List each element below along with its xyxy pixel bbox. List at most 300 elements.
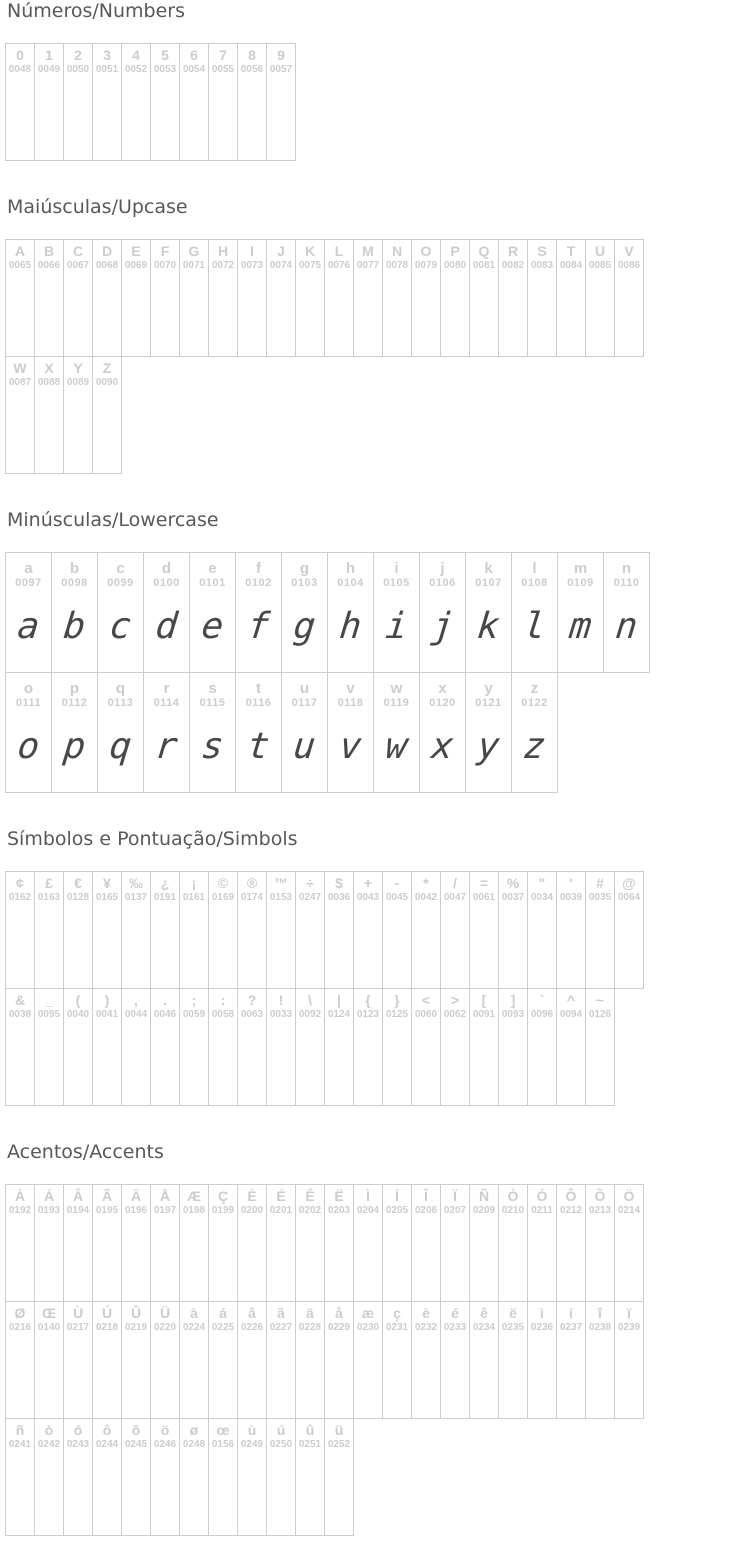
char-cell [6,872,35,989]
char-code: 0228 [298,1322,322,1333]
char-code: 0076 [327,260,351,271]
char-code: 0075 [298,260,322,271]
char-code: 0110 [613,577,640,589]
char-code: 0111 [15,697,42,709]
char-cell [236,673,282,793]
charmap-row [6,1419,354,1536]
char-label: 0 [16,47,24,63]
char-label: O [420,243,432,259]
char-cell [190,673,236,793]
char-code: 0119 [383,697,410,709]
char-cell [64,357,93,474]
char-cell [35,1302,64,1419]
char-code: 0097 [15,577,42,589]
char-code: 0060 [414,1009,438,1020]
char-code: 0083 [530,260,554,271]
char-cell [180,1302,209,1419]
char-label: ñ [15,1422,25,1438]
char-code: 0246 [153,1439,177,1450]
char-code: 0069 [124,260,148,271]
char-label: Ò [507,1188,519,1204]
char-glyph-preview: k [475,606,502,647]
char-code: 0034 [530,892,554,903]
char-cell [190,553,236,673]
char-cell [383,1185,412,1302]
char-label: ò [44,1422,54,1438]
char-code: 0056 [240,64,264,75]
char-code: 0202 [298,1205,322,1216]
char-label: R [507,243,519,259]
char-label: G [188,243,200,259]
char-label: Ì [366,1188,370,1204]
char-cell [586,1302,615,1419]
section-rows [5,552,730,793]
char-label: _ [45,992,53,1008]
char-code: 0195 [95,1205,119,1216]
char-glyph-preview: h [337,606,364,647]
char-code: 0237 [559,1322,583,1333]
char-cell [93,44,122,161]
char-label: œ [216,1422,230,1438]
char-code: 0122 [521,697,548,709]
char-cell [441,240,470,357]
char-code: 0114 [153,697,180,709]
char-label: Q [478,243,490,259]
char-label: ¥ [103,875,111,891]
char-cell [615,240,644,357]
char-label: X [44,360,54,376]
charmap-table [5,552,650,673]
char-code: 0062 [443,1009,467,1020]
char-code: 0243 [66,1439,90,1450]
char-glyph-preview: y [475,726,502,767]
char-label: * [423,875,429,891]
char-label: $ [335,875,343,891]
char-cell [122,1185,151,1302]
char-label: > [450,992,460,1008]
char-label: T [566,243,576,259]
char-label: g [299,560,310,577]
char-cell [267,44,296,161]
char-code: 0116 [245,697,272,709]
char-code: 0066 [37,260,61,271]
char-label: Û [130,1305,142,1321]
char-label: B [43,243,55,259]
char-code: 0229 [327,1322,351,1333]
char-cell [354,872,383,989]
char-code: 0058 [211,1009,235,1020]
char-label: & [14,992,26,1008]
char-glyph-preview: s [199,726,226,767]
char-cell [412,872,441,989]
char-label: À [14,1188,26,1204]
char-code: 0140 [37,1322,61,1333]
char-cell [512,553,558,673]
char-code: 0123 [356,1009,380,1020]
char-label: ® [246,875,258,891]
char-label: , [134,992,138,1008]
char-glyph-preview: c [107,606,134,647]
char-label: S [537,243,547,259]
char-label: p [69,680,80,697]
char-label: / [453,875,457,891]
char-label: % [506,875,520,891]
char-code: 0061 [472,892,496,903]
charmap-table [5,988,615,1106]
char-code: 0082 [501,260,525,271]
char-cell [528,872,557,989]
char-cell [6,240,35,357]
char-cell [615,872,644,989]
char-label: F [160,243,170,259]
char-code: 0251 [298,1439,322,1450]
char-cell [93,357,122,474]
char-code: 0073 [240,260,264,271]
charmap-table [5,1184,644,1302]
char-cell [615,1302,644,1419]
char-glyph-preview: j [429,606,456,647]
char-code: 0196 [124,1205,148,1216]
char-code: 0102 [245,577,272,589]
char-label: 6 [190,47,198,63]
charmap-row [6,872,644,989]
char-label: Z [102,360,112,376]
char-label: î [598,1305,602,1321]
char-code: 0234 [472,1322,496,1333]
char-cell [470,989,499,1106]
char-label: ø [189,1422,199,1438]
char-code: 0052 [124,64,148,75]
char-code: 0049 [37,64,61,75]
char-cell [122,240,151,357]
char-cell [470,1185,499,1302]
section-title: Acentos/Accents [7,1141,164,1163]
char-label: í [569,1305,573,1321]
char-cell [328,553,374,673]
char-label: 3 [103,47,111,63]
char-cell [604,553,650,673]
char-label: e [208,560,217,577]
char-cell [64,872,93,989]
char-code: 0200 [240,1205,264,1216]
char-glyph-preview: r [153,726,180,767]
char-code: 0191 [153,892,177,903]
char-cell [122,1419,151,1536]
char-label: È [247,1188,257,1204]
char-cell [325,989,354,1106]
char-cell [296,872,325,989]
char-code: 0100 [153,577,180,589]
char-code: 0089 [66,377,90,388]
char-cell [499,1185,528,1302]
char-cell [383,989,412,1106]
char-label: ö [160,1422,170,1438]
char-cell [209,1419,238,1536]
char-code: 0124 [327,1009,351,1020]
char-code: 0156 [211,1439,235,1450]
char-label: w [390,680,403,697]
char-label: H [217,243,229,259]
char-label: 8 [248,47,256,63]
char-cell [151,240,180,357]
char-cell [122,44,151,161]
char-cell [238,240,267,357]
char-label: Ö [623,1188,635,1204]
char-cell [586,872,615,989]
char-label: Á [43,1188,55,1204]
char-code: 0125 [385,1009,409,1020]
char-glyph-preview: a [15,606,42,647]
char-label: ì [540,1305,544,1321]
char-code: 0065 [8,260,32,271]
char-code: 0217 [66,1322,90,1333]
char-cell [35,44,64,161]
char-cell [267,240,296,357]
char-label: Ê [305,1188,315,1204]
charmap-table [5,43,296,161]
char-cell [144,553,190,673]
char-code: 0045 [385,892,409,903]
char-code: 0209 [472,1205,496,1216]
char-glyph-preview: q [107,726,134,767]
char-cell [441,1185,470,1302]
char-label: v [346,680,355,697]
char-label: ) [104,992,110,1008]
char-code: 0153 [269,892,293,903]
char-code: 0207 [443,1205,467,1216]
char-cell [180,1419,209,1536]
char-cell [441,989,470,1106]
char-cell [180,1185,209,1302]
char-code: 0091 [472,1009,496,1020]
char-code: 0126 [588,1009,612,1020]
char-code: 0092 [298,1009,322,1020]
char-cell [374,673,420,793]
char-code: 0192 [8,1205,32,1216]
char-code: 0084 [559,260,583,271]
char-cell [499,989,528,1106]
char-label: - [394,875,400,891]
char-code: 0247 [298,892,322,903]
char-label: C [72,243,84,259]
char-glyph-preview: m [567,606,594,647]
char-code: 0098 [61,577,88,589]
char-label: ? [247,992,257,1008]
char-cell [267,872,296,989]
char-cell [151,989,180,1106]
char-code: 0068 [95,260,119,271]
char-glyph-preview: g [291,606,318,647]
char-code: 0072 [211,260,235,271]
char-cell [180,240,209,357]
char-label: ã [277,1305,285,1321]
char-cell [209,1302,238,1419]
char-code: 0214 [617,1205,641,1216]
char-label: ç [393,1305,401,1321]
char-code: 0033 [269,1009,293,1020]
char-label: Õ [594,1188,606,1204]
char-code: 0096 [530,1009,554,1020]
char-glyph-preview: v [337,726,364,767]
char-cell [354,989,383,1106]
char-cell [282,673,328,793]
char-code: 0078 [385,260,409,271]
char-glyph-preview: w [383,726,410,767]
char-code: 0210 [501,1205,525,1216]
char-cell [64,989,93,1106]
char-cell [93,1419,122,1536]
char-cell [6,44,35,161]
char-code: 0112 [61,697,88,709]
char-code: 0042 [414,892,438,903]
char-cell [499,1302,528,1419]
char-label: [ [481,992,487,1008]
char-cell [586,240,615,357]
char-label: U [594,243,606,259]
char-glyph-preview: z [521,726,548,767]
char-label: < [421,992,431,1008]
char-glyph-preview: l [521,606,548,647]
char-label: y [484,680,493,697]
char-label: õ [131,1422,141,1438]
char-label: è [422,1305,430,1321]
char-code: 0162 [8,892,32,903]
char-cell [6,357,35,474]
char-label: V [624,243,634,259]
char-label: " [538,875,546,891]
char-label: h [345,560,356,577]
char-cell [383,1302,412,1419]
char-label: } [394,992,400,1008]
char-label: ¢ [16,875,24,891]
char-label: Ã [101,1188,113,1204]
char-label: É [276,1188,286,1204]
char-label: . [163,992,167,1008]
char-label: ™ [274,875,288,891]
char-cell [441,1302,470,1419]
char-code: 0044 [124,1009,148,1020]
char-cell [354,1185,383,1302]
char-cell [238,872,267,989]
char-code: 0107 [475,577,502,589]
char-cell [528,989,557,1106]
char-code: 0250 [269,1439,293,1450]
char-label: Ï [453,1188,457,1204]
char-code: 0070 [153,260,177,271]
char-cell [557,1185,586,1302]
char-code: 0238 [588,1322,612,1333]
char-code: 0137 [124,892,148,903]
char-label: ë [509,1305,517,1321]
char-label: l [532,560,537,577]
char-cell [122,872,151,989]
charmap-table [5,356,122,474]
char-label: : [220,992,226,1008]
char-code: 0198 [182,1205,206,1216]
char-code: 0063 [240,1009,264,1020]
char-code: 0197 [153,1205,177,1216]
char-cell [6,1185,35,1302]
char-code: 0225 [211,1322,235,1333]
char-code: 0067 [66,260,90,271]
section-uppercase [5,197,730,474]
char-code: 0216 [8,1322,32,1333]
char-code: 0220 [153,1322,177,1333]
char-label: m [573,560,588,577]
char-cell [52,553,98,673]
char-label: E [131,243,141,259]
char-code: 0118 [337,697,364,709]
charmap-row [6,44,296,161]
char-label: Æ [187,1188,201,1204]
charmap-row [6,240,644,357]
char-code: 0121 [475,697,502,709]
char-code: 0086 [617,260,641,271]
char-code: 0230 [356,1322,380,1333]
char-code: 0205 [385,1205,409,1216]
char-code: 0244 [95,1439,119,1450]
char-cell [325,1302,354,1419]
char-code: 0036 [327,892,351,903]
charmap-row [6,1302,644,1419]
char-label: ' [569,875,573,891]
char-code: 0233 [443,1322,467,1333]
char-code: 0226 [240,1322,264,1333]
charmap-table [5,239,644,357]
char-label: # [596,875,604,891]
char-code: 0232 [414,1322,438,1333]
char-label: 9 [277,47,285,63]
char-label: J [277,243,285,259]
char-label: t [256,680,261,697]
char-label: ] [510,992,516,1008]
char-code: 0236 [530,1322,554,1333]
char-glyph-preview: b [61,606,88,647]
char-label: | [337,992,341,1008]
char-code: 0235 [501,1322,525,1333]
char-cell [6,989,35,1106]
char-cell [35,989,64,1106]
char-cell [528,1185,557,1302]
char-code: 0081 [472,260,496,271]
char-label: { [365,992,371,1008]
char-code: 0169 [211,892,235,903]
char-cell [98,673,144,793]
char-label: ` [539,992,545,1008]
char-label: å [335,1305,343,1321]
char-label: ê [480,1305,488,1321]
char-cell [98,553,144,673]
charmap-row [6,357,122,474]
char-code: 0108 [521,577,548,589]
char-label: ^ [566,992,576,1008]
char-code: 0161 [182,892,206,903]
char-glyph-preview: i [383,606,410,647]
char-cell [93,872,122,989]
char-code: 0193 [37,1205,61,1216]
char-label: ¡ [191,875,197,891]
char-glyph-preview: e [199,606,226,647]
char-label: Y [73,360,83,376]
char-cell [93,1185,122,1302]
char-cell [296,1419,325,1536]
char-cell [557,872,586,989]
char-cell [499,240,528,357]
char-code: 0094 [559,1009,583,1020]
char-cell [209,44,238,161]
char-cell [325,872,354,989]
section-title: Números/Numbers [7,0,185,22]
